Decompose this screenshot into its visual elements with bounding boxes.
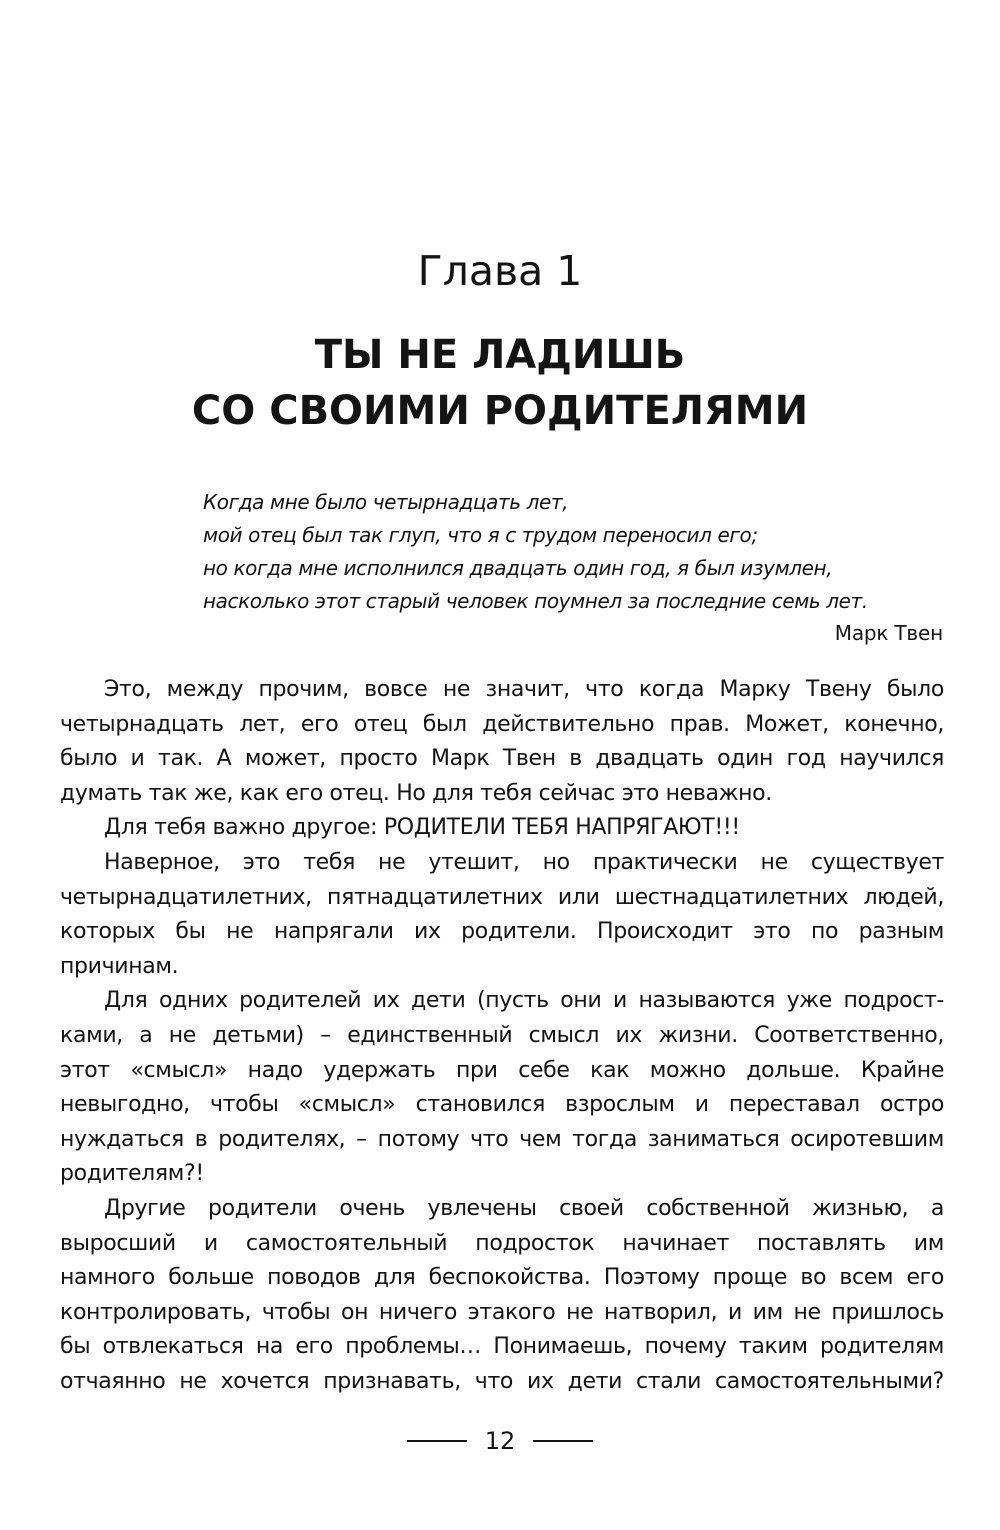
chapter-title bbox=[0, 327, 1000, 439]
text-line: бы отвлекаться на его проблемы… Понимаешь, почему таким родителям bbox=[60, 1334, 944, 1360]
text-line: контролировать, чтобы он ничего этакого не натворил, и им не пришлось bbox=[60, 1299, 944, 1325]
text-line: этот «смысл» надо удержать при себе как можно дольше. Крайне bbox=[60, 1057, 944, 1083]
text-line: которых бы не напрягали их родители. Происходит это по разным bbox=[60, 919, 944, 945]
text-line: думать так же, как его отец. Но для тебя сейчас это неважно. bbox=[60, 780, 772, 806]
chapter-title-line: ТЫ НЕ ЛАДИШЬ bbox=[314, 332, 686, 378]
text-line: Для одних родителей их дети (пусть они и называются уже подрост- bbox=[104, 988, 944, 1014]
chapter-title-line: СО СВОИМИ РОДИТЕЛЯМИ bbox=[191, 388, 809, 434]
text-line: Это, между прочим, вовсе не значит, что когда Марку Твену было bbox=[104, 677, 944, 702]
page-number: 12 bbox=[484, 1427, 516, 1455]
epigraph bbox=[203, 486, 948, 618]
text-line: ками, а не детьми) – единственный смысл их жизни. Соответственно, bbox=[60, 1022, 944, 1048]
epigraph-line: насколько этот старый человек поумнел за последние семь лет. bbox=[203, 589, 868, 613]
body-text bbox=[60, 673, 944, 1399]
epigraph-author: Марк Твен bbox=[834, 621, 943, 645]
text-line: выросший и самостоятельный подросток начинает поставлять им bbox=[60, 1230, 944, 1256]
text-line: невыгодно, чтобы «смысл» становился взрослым и переставал остро bbox=[60, 1092, 944, 1118]
text-line: нуждаться в родителях, – потому что чем тогда заниматься осиротевшим bbox=[60, 1126, 944, 1152]
page-footer bbox=[0, 1426, 1000, 1456]
text-line: родителям?! bbox=[60, 1161, 204, 1187]
text-line: Другие родители очень увлечены своей собственной жизнью, а bbox=[104, 1195, 944, 1221]
text-line: Для тебя важно другое: РОДИТЕЛИ ТЕБЯ НАПРЯГАЮТ!!! bbox=[104, 815, 740, 841]
text-line: четырнадцатилетних, пятнадцатилетних или шестнадцатилетних людей, bbox=[60, 884, 944, 910]
epigraph-line: но когда мне исполнился двадцать один год, я был изумлен, bbox=[203, 556, 833, 580]
text-line: было и так. А может, просто Марк Твен в двадцать один год научился bbox=[60, 746, 944, 772]
text-line: Наверное, это тебя не утешит, но практически не существует bbox=[104, 849, 944, 875]
text-line: намного больше поводов для беспокойства. Поэтому проще во всем его bbox=[60, 1265, 944, 1291]
text-line: причинам. bbox=[60, 953, 179, 979]
epigraph-line: мой отец был так глуп, что я с трудом переносил его; bbox=[203, 523, 758, 547]
chapter-label: Глава 1 bbox=[417, 247, 583, 295]
text-line: отчаянно не хочется признавать, что их дети стали самостоятельными? bbox=[60, 1368, 944, 1394]
footer-rule-left bbox=[407, 1440, 467, 1442]
text-line: четырнадцать лет, его отец был действительно прав. Может, конечно, bbox=[60, 711, 944, 737]
epigraph-line: Когда мне было четырнадцать лет, bbox=[203, 490, 569, 514]
footer-rule-right bbox=[533, 1440, 593, 1442]
